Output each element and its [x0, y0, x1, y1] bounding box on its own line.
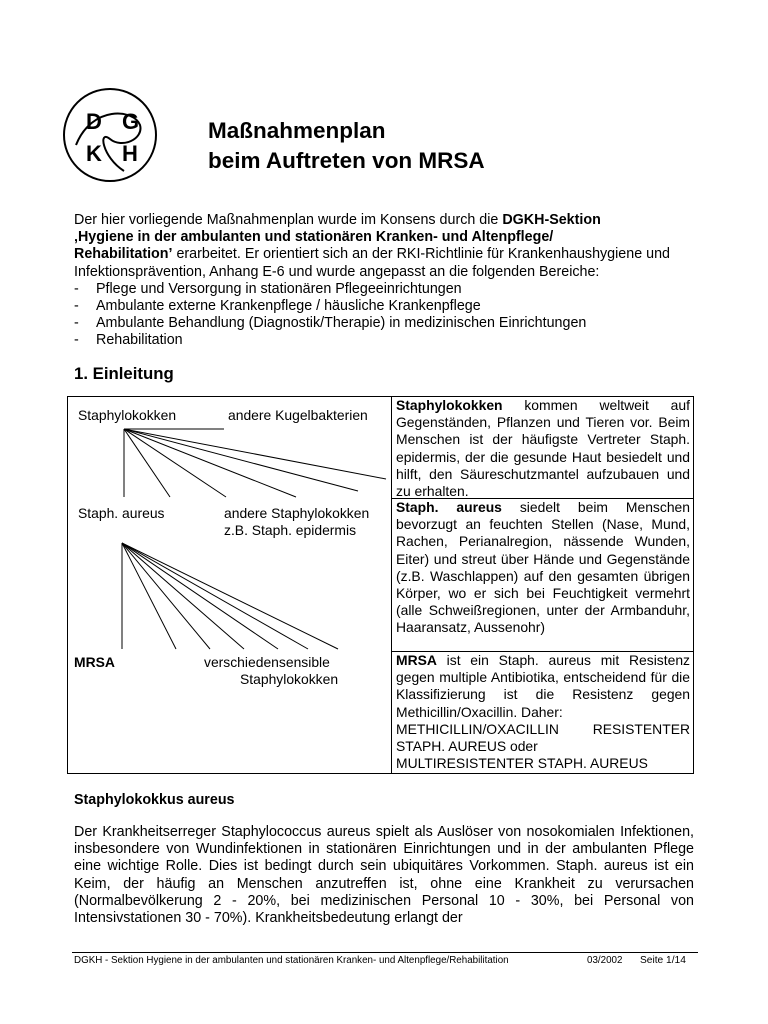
cell-staphylokokken — [392, 397, 694, 499]
cell-text: ist ein Staph. aureus mit Resistenz gegen multiple Antibiotika, entscheidend für die Klassifizierung ist die Resistenz gegen Methicillin/Oxacillin. Daher: — [396, 652, 690, 720]
list-item: - Ambulante externe Krankenpflege / häusliche Krankenpflege — [74, 298, 694, 315]
label-zb-epidermis: z.B. Staph. epidermis — [224, 522, 357, 538]
logo-letter-g: G — [122, 109, 140, 134]
list-item: - Pflege und Versorgung in stationären Pflegeeinrichtungen — [74, 281, 694, 298]
intro-bold-sektion: DGKH-Sektion — [502, 212, 601, 228]
label-staphylokokken: Staphylokokken — [78, 407, 177, 423]
intro-list — [74, 281, 694, 350]
logo-letter-h: H — [122, 141, 138, 166]
paragraph-text: Der Krankheitserreger Staphylococcus aureus spielt als Auslöser von nosokomialen Infektionen, insbesondere von Wundinfektionen in stationären Einrichtungen und in der ambulanten Pflege eine wichtige Rolle. Dies ist bedingt durch sein ubiquitäres Vorkommen. Staph. aureus ist ein Keim, der häufig an Menschen anzutreffen ist, ohne eine Krankheit zu verursachen (Normalbevölkerung 2 - 20%, bei medizinischen Personal 10 - 30%, bei Personal von Intensivstationen 30 - 70%). Krankheitsbedeutung erlangt der — [74, 824, 694, 927]
cell-bold-term: Staph. aureus — [396, 499, 502, 515]
logo-letter-d: D — [86, 109, 102, 134]
footer-text: DGKH - Sektion Hygiene in der ambulanten und stationären Kranken- und Altenpflege/Rehabilitation — [74, 955, 509, 966]
cell-mrsa — [392, 652, 694, 773]
cell-mrsa-definition-2: MULTIRESISTENTER STAPH. AUREUS — [396, 755, 648, 772]
list-item: - Ambulante Behandlung (Diagnostik/Therapie) in medizinischen Einrichtungen — [74, 315, 694, 332]
cell-text: kommen weltweit auf Gegenständen, Pflanzen und Tieren vor. Beim Menschen ist der häufigste Vertreter Staph. epidermis, der die gesunde Haut besiedelt und hilft, den Säureschutzmantel aufzubauen und zu erhalten. — [396, 397, 690, 500]
section-heading-staph-aureus: Staphylokokkus aureus — [74, 792, 235, 808]
intro-section — [74, 212, 694, 350]
label-verschieden-staphylokokken: Staphylokokken — [240, 671, 339, 687]
footer-date: 03/2002 — [587, 955, 623, 966]
title-line-1: Maßnahmenplan — [208, 118, 386, 143]
label-verschiedensensible: verschiedensensible — [204, 654, 330, 670]
label-staph-aureus: Staph. aureus — [78, 505, 165, 521]
label-mrsa: MRSA — [74, 654, 115, 670]
label-andere-staphylokokken: andere Staphylokokken — [224, 505, 370, 521]
page-title — [208, 116, 485, 176]
intro-bold-hygiene: ‚Hygiene in der ambulanten und stationären Kranken- und Altenpflege/ — [74, 229, 554, 246]
intro-bold-reha: Rehabilitation’ — [74, 246, 173, 263]
taxonomy-diagram — [68, 397, 392, 773]
section-heading-einleitung: 1. Einleitung — [74, 364, 174, 383]
description-column — [392, 397, 694, 773]
title-line-2: beim Auftreten von MRSA — [208, 148, 485, 173]
classification-table — [67, 396, 694, 774]
cell-text: siedelt beim Menschen bevorzugt an feuchten Stellen (Nase, Mund, Rachen, Perianalregion, nässende Wunden, Eiter) und streut über Hände und Gegenstände (z.B. Waschlappen) auf den gesamten übrigen Körper, wo er sich bei Feuchtigkeit vermehrt (alle Schweißregionen, unter der Armbanduhr, Haaransatz, Aussenohr) — [396, 499, 691, 636]
intro-text-a: Der hier vorliegende Maßnahmenplan wurde im Konsens durch die — [74, 212, 503, 228]
cell-bold-term: MRSA — [396, 652, 437, 668]
list-item: - Rehabilitation — [74, 332, 694, 349]
page-number: Seite 1/14 — [640, 955, 686, 966]
label-andere-kugelbakterien: andere Kugelbakterien — [228, 407, 368, 423]
taxonomy-tree-lines — [68, 397, 392, 773]
cell-mrsa-definition-1: METHICILLIN/OXACILLIN RESISTENTER STAPH. AUREUS oder — [396, 720, 690, 755]
intro-text-b: erarbeitet. Er orientiert sich an der RKI-Richtlinie für Krankenhaushygiene und Infektionsprävention, Anhang E-6 und wurde angepasst an die folgenden Bereiche: — [74, 246, 670, 280]
footer-divider — [72, 952, 698, 953]
body-paragraph — [74, 824, 694, 927]
logo-letter-k: K — [86, 141, 102, 166]
dgkh-logo — [62, 87, 158, 183]
cell-bold-term: Staphylokokken — [396, 397, 503, 413]
intro-paragraph — [74, 212, 694, 281]
cell-staph-aureus — [392, 499, 694, 652]
